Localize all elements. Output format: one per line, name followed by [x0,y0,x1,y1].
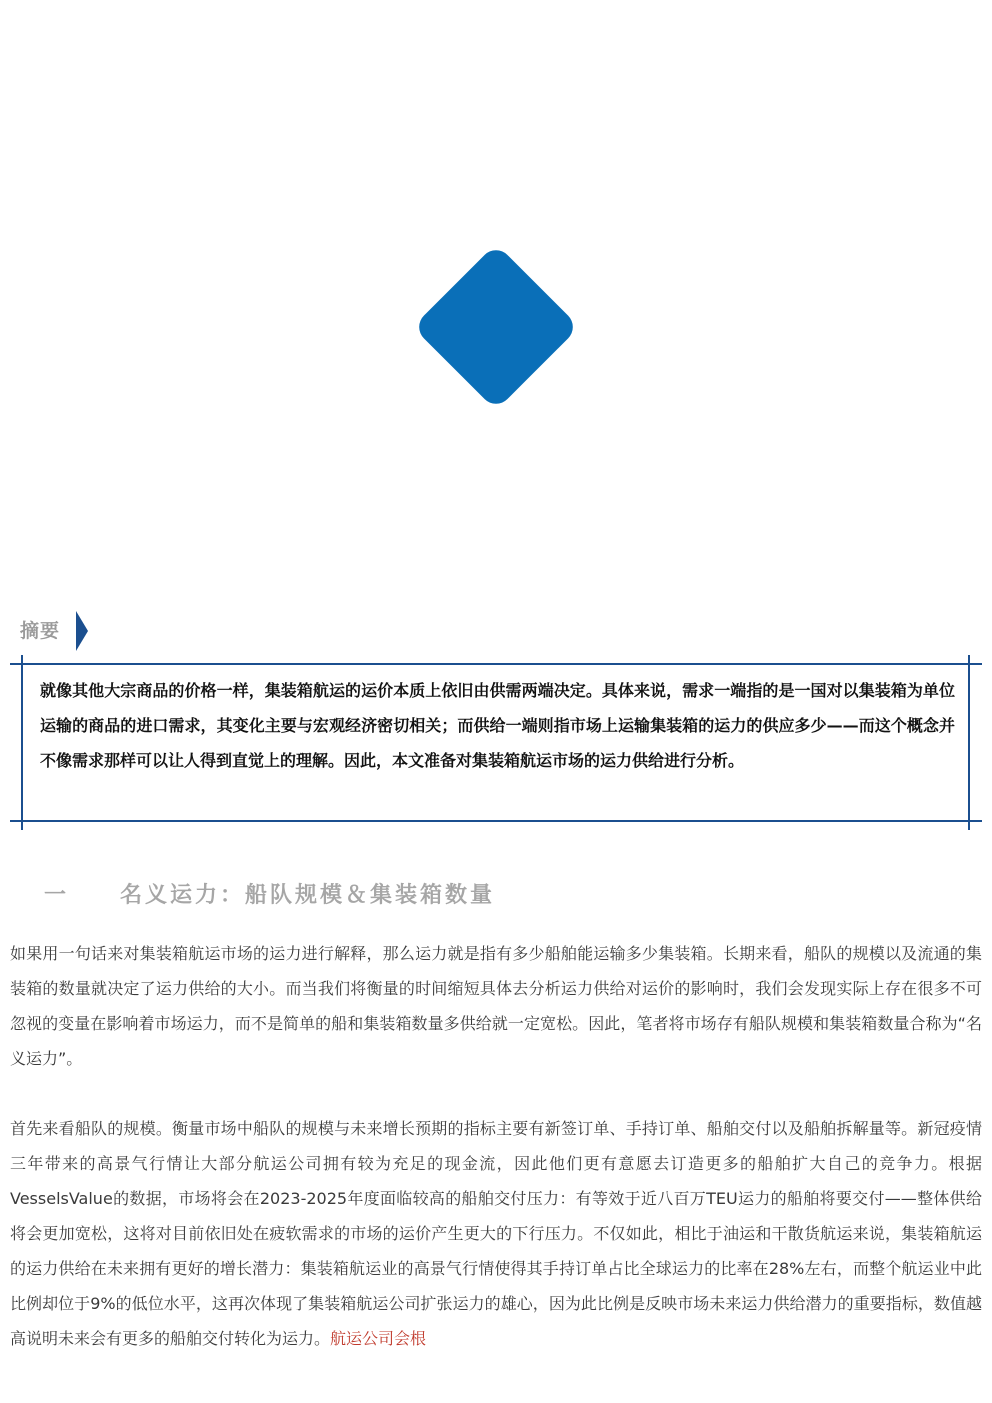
abstract-label: 摘要 [20,620,61,642]
box-left-border [21,655,23,830]
highlighted-text: 航运公司会根 [330,1329,427,1348]
box-top-border [10,663,982,665]
arrow-icon [76,611,88,651]
box-bottom-border [10,820,982,822]
logo-diamond [413,244,580,411]
section-heading [44,878,495,909]
body-paragraph [10,1111,982,1356]
abstract-text: 就像其他大宗商品的价格一样，集装箱航运的运价本质上依旧由供需两端决定。具体来说，需求一端指的是一国对以集装箱为单位运输的商品的进口需求，其变化主要与宏观经济密切相关；而供给一端则指市场上运输集装箱的运力的供应多少——而这个概念并不像需求那样可以让人得到直觉上的理解。因此，本文准备对集装箱航运市场的运力供给进行分析。 [40,681,955,770]
paragraph-text: 首先来看船队的规模。衡量市场中船队的规模与未来增长预期的指标主要有新签订单、手持订单、船舶交付以及船舶拆解量等。新冠疫情三年带来的高景气行情让大部分航运公司拥有较为充足的现金流，因此他们更有意愿去订造更多的船舶扩大自己的竞争力。根据VesselsValue的数据，市场将会在2023-2025年度面临较高的船舶交付压力：有等效于近八百万TEU运力的船舶将要交付——整体供给将会更加宽松，这将对目前依旧处在疲软需求的市场的运价产生更大的下行压力。不仅如此，相比于油运和干散货航运来说，集装箱航运的运力供给在未来拥有更好的增长潜力：集装箱航运业的高景气行情使得其手持订单占比全球运力的比率在28%左右，而整个航运业中此比例却位于9%的低位水平，这再次体现了集装箱航运公司扩张运力的雄心，因为此比例是反映市场未来运力供给潜力的重要指标，数值越高说明未来会有更多的船舶交付转化为运力。 [10,1119,982,1348]
section-number: 一 [44,883,70,908]
box-right-border [968,655,970,830]
section-title: 名义运力：船队规模＆集装箱数量 [120,883,496,908]
body-paragraph: 如果用一句话来对集装箱航运市场的运力进行解释，那么运力就是指有多少船舶能运输多少集装箱。长期来看，船队的规模以及流通的集装箱的数量就决定了运力供给的大小。而当我们将衡量的时间缩短具体去分析运力供给对运价的影响时，我们会发现实际上存在很多不可忽视的变量在影响着市场运力，而不是简单的船和集装箱数量多供给就一定宽松。因此，笔者将市场存有船队规模和集装箱数量合称为“名义运力”。 [10,944,982,1068]
